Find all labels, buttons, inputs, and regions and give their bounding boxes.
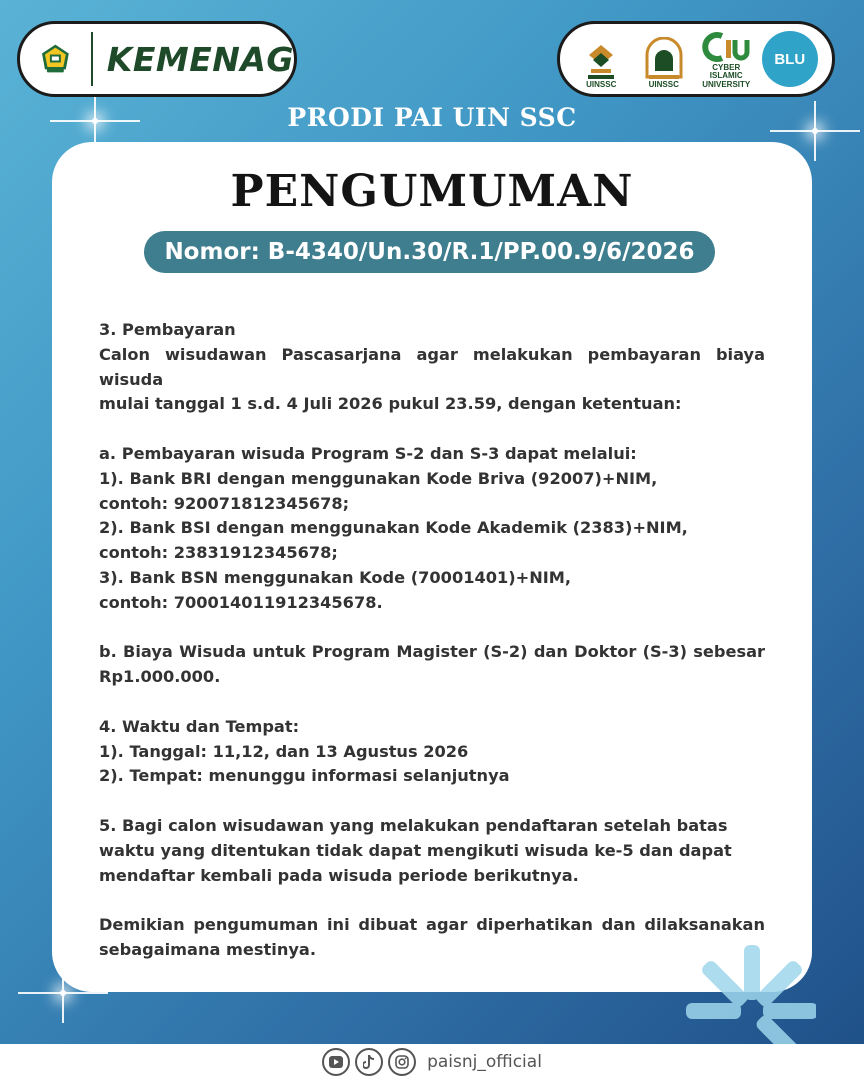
announcement-title: PENGUMUMAN (230, 166, 634, 217)
ciu-icon (702, 30, 750, 64)
list-item: 2). Tempat: menunggu informasi selanjutnya (99, 766, 510, 786)
list-item-example: contoh: 700014011912345678. (99, 592, 383, 612)
tiktok-icon[interactable] (355, 1048, 383, 1076)
list-item-example: contoh: 23831912345678; (99, 543, 338, 563)
university-logos (557, 21, 835, 97)
cyber-islamic-university-logo: CYBER ISLAMIC UNIVERSITY (699, 29, 753, 89)
paragraph-line: Calon wisudawan Pascasarjana agar melakukan pembayaran biaya wisuda (99, 344, 765, 389)
closing-line: Demikian pengumuman ini dibuat agar diperhatikan dan dilaksanakan (99, 915, 765, 935)
brand-name: KEMENAG (106, 39, 294, 79)
sparkle-decoration (60, 990, 66, 996)
list-item: 1). Tanggal: 11,12, dan 13 Agustus 2026 (99, 741, 469, 761)
list-item: 3). Bank BSN menggunakan Kode (70001401)+NIM, (99, 567, 572, 587)
section-heading: 3. Pembayaran (99, 320, 236, 339)
paragraph-line: mulai tanggal 1 s.d. 4 Juli 2026 pukul 23.59, dengan ketentuan: (99, 394, 682, 414)
social-handle[interactable]: paisnj_official (427, 1052, 542, 1072)
youtube-icon[interactable] (322, 1048, 350, 1076)
paragraph-line: 5. Bagi calon wisudawan yang melakukan pendaftaran setelah batas (99, 815, 728, 835)
uinssc-logo: UINSSC (574, 29, 628, 89)
kemenag-badge (17, 21, 297, 97)
uinssc-emblem-icon (583, 43, 619, 81)
list-item-example: contoh: 920071812345678; (99, 493, 350, 513)
announcement-body (99, 318, 765, 963)
announcement-number-badge (144, 231, 715, 273)
mosque-emblem-icon (643, 37, 685, 81)
paragraph-line: Rp1.000.000. (99, 667, 221, 687)
section-heading: 4. Waktu dan Tempat: (99, 716, 300, 736)
paragraph-line: waktu yang ditentukan tidak dapat mengikuti wisuda ke-5 dan dapat (99, 840, 732, 860)
list-item: 1). Bank BRI dengan menggunakan Kode Briva (92007)+NIM, (99, 468, 658, 488)
announcement-number: Nomor: B-4340/Un.30/R.1/PP.00.9/6/2026 (164, 239, 695, 265)
closing-line: sebagaimana mestinya. (99, 939, 316, 959)
paragraph-line: mendaftar kembali pada wisuda periode berikutnya. (99, 865, 579, 885)
program-subtitle: PRODI PAI UIN SSC (287, 103, 577, 132)
subsection-heading: a. Pembayaran wisuda Program S-2 dan S-3 dapat melalui: (99, 443, 637, 463)
social-footer (0, 1044, 864, 1080)
header-divider (91, 32, 93, 86)
uinssc-emblem-logo: UINSSC (637, 29, 691, 89)
instagram-icon[interactable] (388, 1048, 416, 1076)
list-item: 2). Bank BSI dengan menggunakan Kode Akademik (2383)+NIM, (99, 518, 688, 538)
kemenag-emblem-icon (40, 28, 71, 90)
paragraph-line: b. Biaya Wisuda untuk Program Magister (S-2) dan Doktor (S-3) sebesar (99, 642, 765, 662)
blu-logo: BLU (762, 31, 818, 87)
